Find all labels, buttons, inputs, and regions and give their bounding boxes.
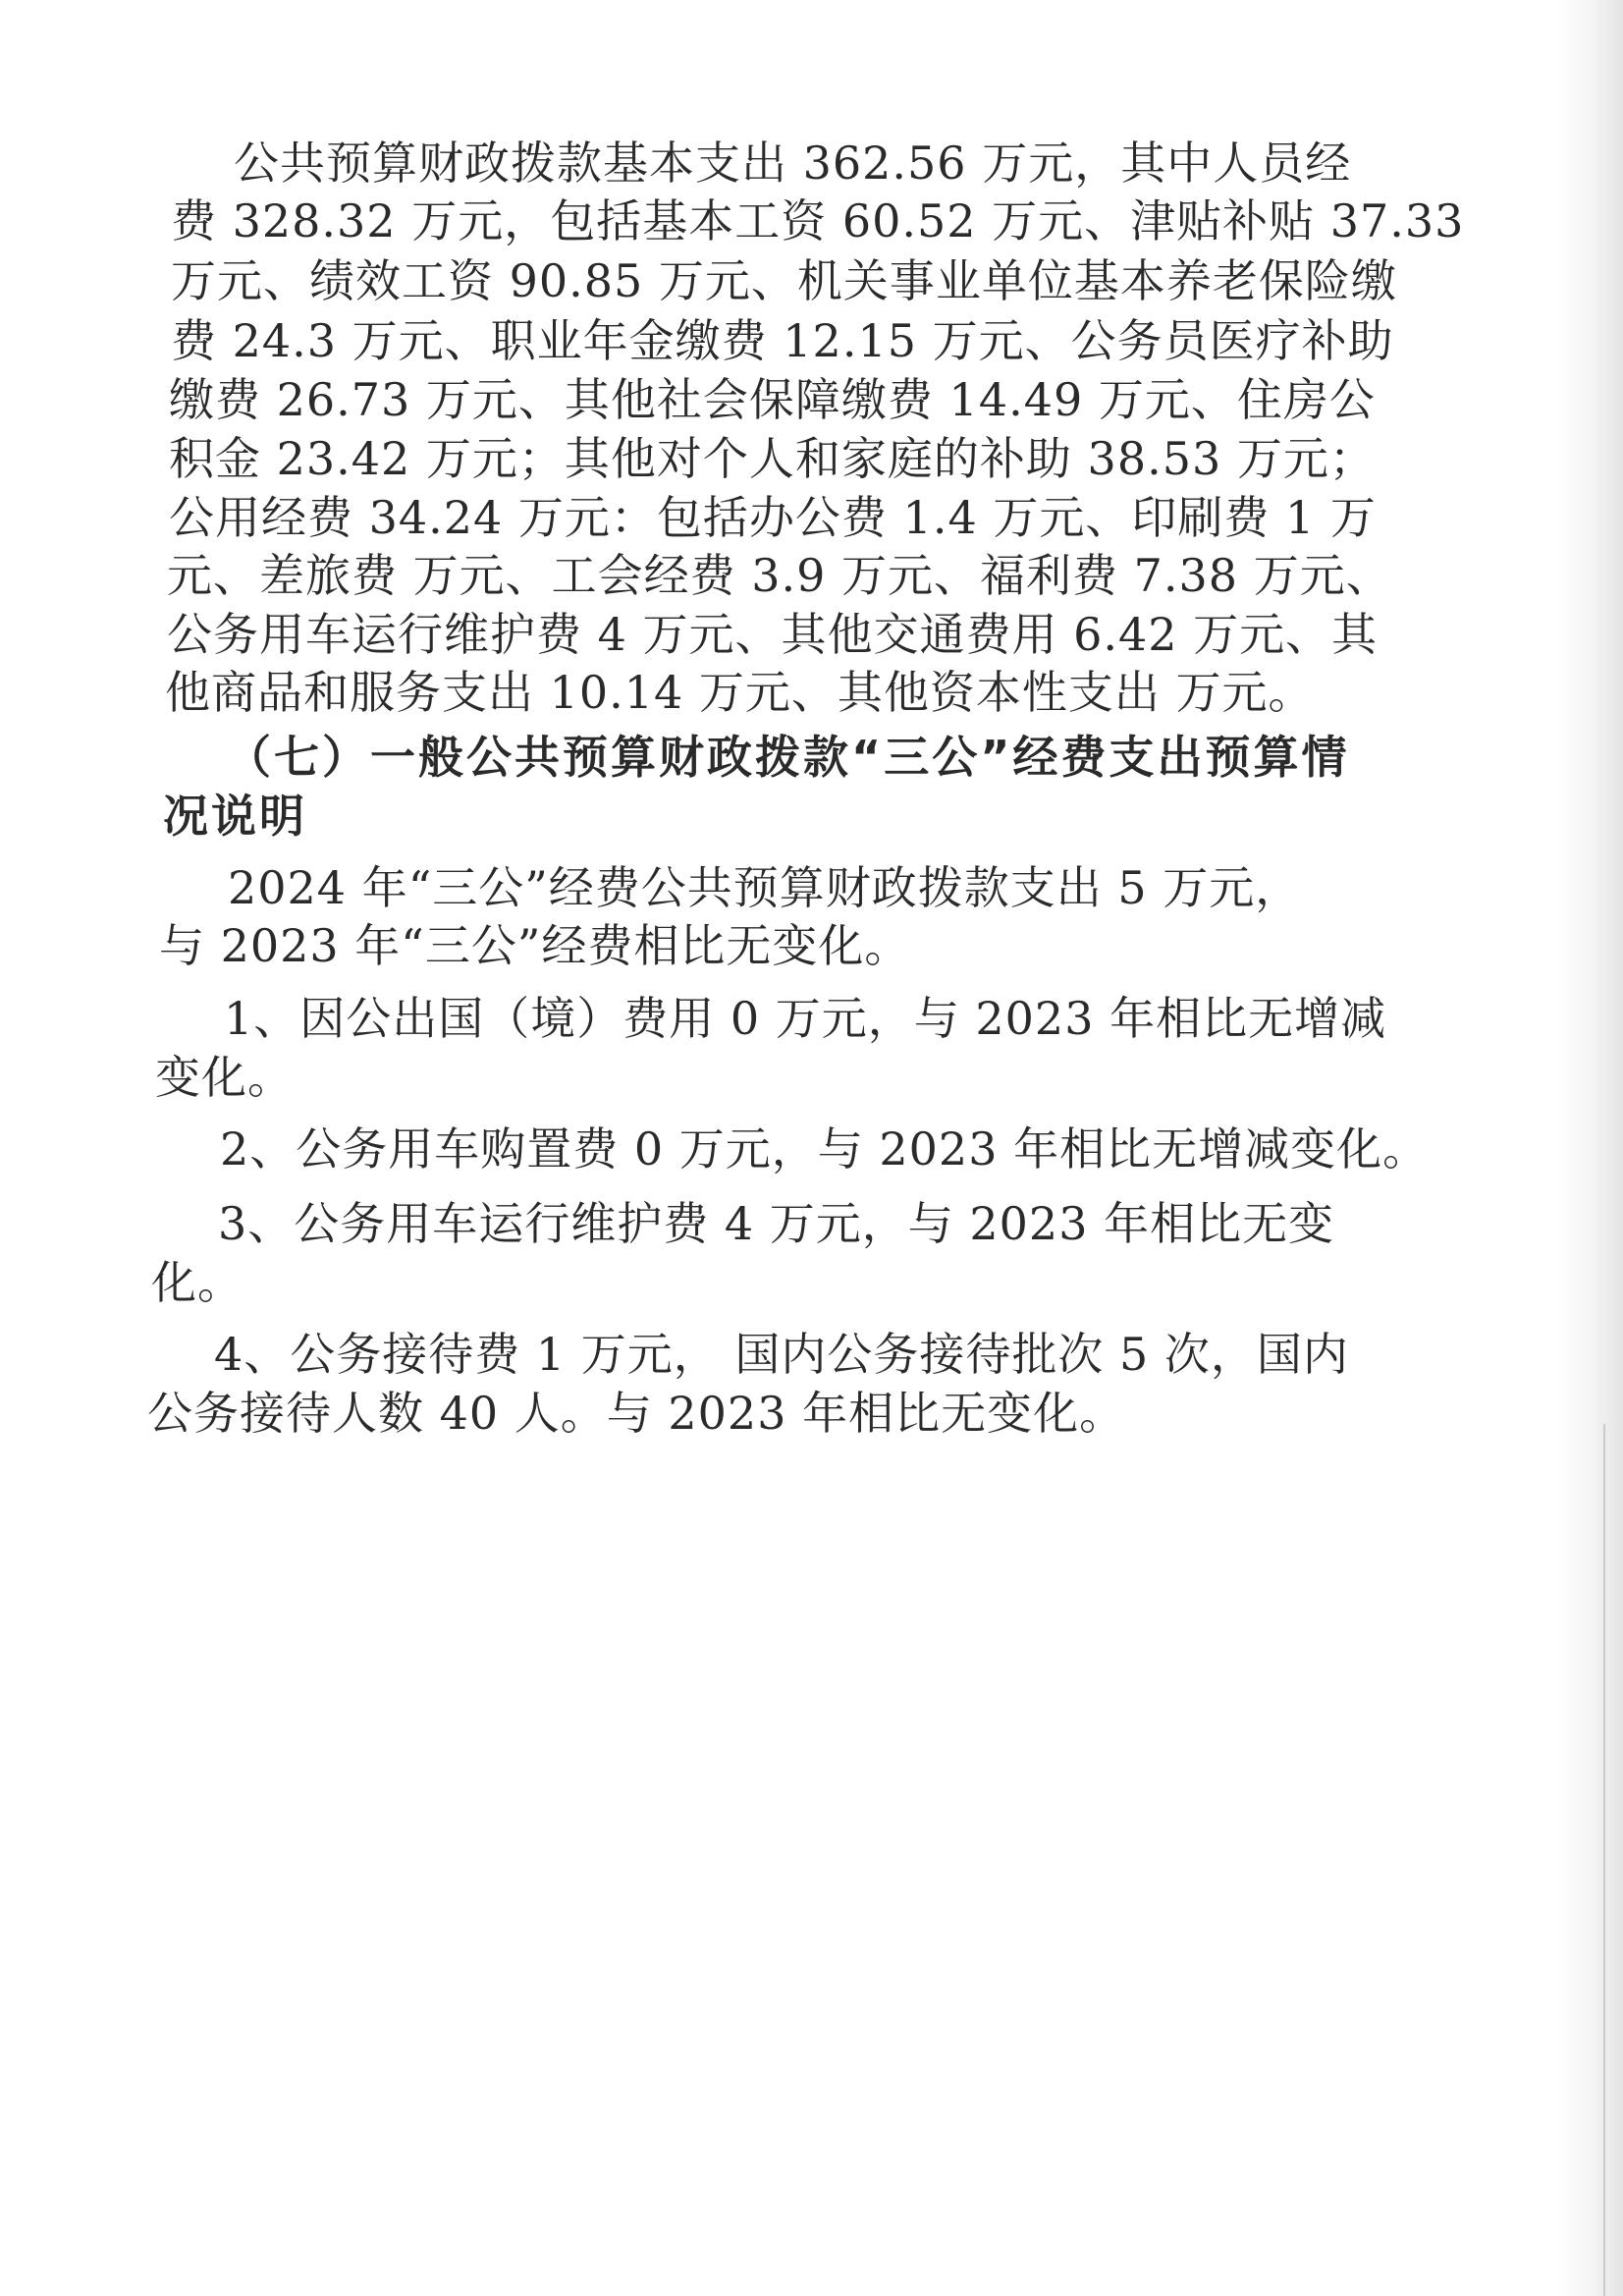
text-line: 公务用车运行维护费 4 万元、其他交通费用 6.42 万元、其 bbox=[167, 608, 1379, 661]
heading-line: 况说明 bbox=[163, 790, 307, 843]
text-line: 他商品和服务支出 10.14 万元、其他资本性支出 万元。 bbox=[165, 666, 1315, 719]
text-line: 费 24.3 万元、职业年金缴费 12.15 万元、公务员医疗补助 bbox=[171, 314, 1394, 367]
text-line: 变化。 bbox=[155, 1051, 294, 1104]
text-line: 1、因公出国（境）费用 0 万元，与 2023 年相比无增减 bbox=[224, 992, 1387, 1045]
text-line: 积金 23.42 万元；其他对个人和家庭的补助 38.53 万元； bbox=[169, 432, 1376, 485]
scan-edge-line bbox=[1603, 1424, 1605, 2296]
text-line: 2024 年“三公”经费公共预算财政拨款支出 5 万元， bbox=[228, 861, 1302, 914]
text-line: 2、公务用车购置费 0 万元，与 2023 年相比无增减变化。 bbox=[220, 1122, 1430, 1175]
text-line: 公用经费 34.24 万元：包括办公费 1.4 万元、印刷费 1 万 bbox=[169, 491, 1377, 544]
text-line: 化。 bbox=[151, 1256, 243, 1309]
text-line: 元、差旅费 万元、工会经费 3.9 万元、福利费 7.38 万元、 bbox=[167, 549, 1392, 602]
text-line: 与 2023 年“三公”经费相比无变化。 bbox=[159, 919, 911, 972]
text-line: 费 328.32 万元，包括基本工资 60.52 万元、津贴补贴 37.33 bbox=[171, 194, 1465, 247]
text-line: 3、公务用车运行维护费 4 万元，与 2023 年相比无变 bbox=[218, 1197, 1335, 1250]
text-line: 公务接待人数 40 人。与 2023 年相比无变化。 bbox=[147, 1387, 1126, 1440]
heading-line: （七）一般公共预算财政拨款“三公”经费支出预算情 bbox=[226, 731, 1350, 784]
text-line: 万元、绩效工资 90.85 万元、机关事业单位基本养老保险缴 bbox=[171, 254, 1397, 307]
scan-edge-shadow bbox=[1554, 0, 1623, 2296]
text-line: 公共预算财政拨款基本支出 362.56 万元，其中人员经 bbox=[234, 137, 1352, 190]
text-line: 缴费 26.73 万元、其他社会保障缴费 14.49 万元、住房公 bbox=[169, 373, 1376, 426]
text-line: 4、公务接待费 1 万元， 国内公务接待批次 5 次，国内 bbox=[214, 1328, 1349, 1381]
